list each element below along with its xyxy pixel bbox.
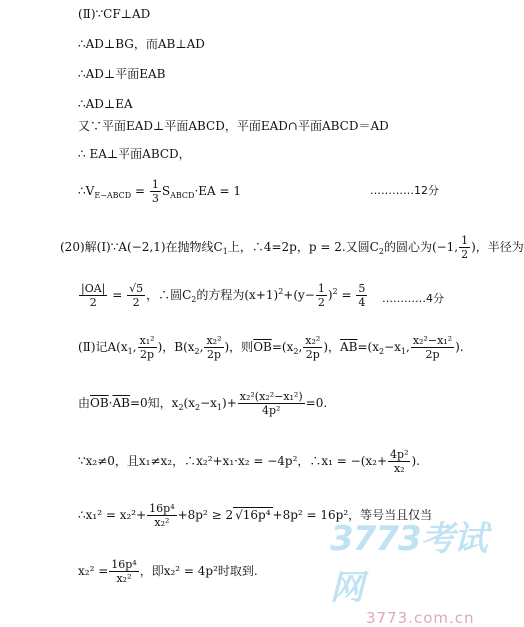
proof-line-6: ∴ EA⊥平面ABCD， [78,147,191,161]
score-4: …………4分 [382,292,444,305]
proof-line-5: 又∵平面EAD⊥平面ABCD，平面EAD∩平面ABCD＝AD [78,119,389,133]
fraction-half-b: $\frac{1}{2}$ [317,282,325,309]
fraction-sqrt5-over-2: $\frac{√5}{2}$ [129,282,144,309]
fraction-dot-product: $\frac{\text{x₂²(x₂²−x₁²)}}{\text{4p²}}$ [239,390,303,417]
fraction-one-half: $\frac{1}{2}$ [461,234,469,261]
sqrt-expression: √16p⁴ [235,508,271,522]
derive-x1-line: ∵x₂≠0，且x₁≠x₂，∴x₂²+x₁·x₂ = −4p²，∴x₁ = −(x₂+ $\frac{\text{4p²}}{\text{x₂}}$ ). [78,448,420,475]
watermark-logo: 3773考试网 [330,519,487,608]
score-12: …………12分 [370,184,439,197]
dot-product-line: 由$\overline{OB}\cdot\overline{AB}=0$知，$x_2(x_2-x_1)+$ $\frac{\text{x₂²(x₂²−x₁²)}}{\text{4p²}}$ =0. [78,390,328,417]
fraction-one-third: $\frac{1}{3}$ [151,178,159,205]
proof-line-4: ∴AD⊥EA [78,97,133,111]
fraction-4p2-over-x2: $\frac{\text{4p²}}{\text{x₂}}$ [390,448,409,475]
watermark-url: 3773.com.cn [366,609,475,627]
fraction-oa-over-2: $\frac{|OA|}{2}$ [81,282,106,309]
points-and-vectors: (Ⅱ)记$A(x_1$, $\frac{\text{x₁²}}{2p}$ )，$B(x_2$, $\frac{\text{x₂²}}{2p}$ )，则$\overline{OB}=(x_2$, $\frac{\text{x₂²}}{2p}$ )，$\overline{AB}=(x_2-x_1$, $\frac{\text{x₂²−x₁²}}{2p}$ ). [78,334,464,361]
problem-20-intro: (20)解(Ⅰ)∵A(−2,1)在抛物线$C_1$上，∴4=2p，p = 2.又圆$C_2$的圆心为(−1, $\frac{1}{2}$ )，半径为 [60,234,524,261]
inequality-line: ∴x₁² = x₂²+ $\frac{\text{16p⁴}}{\text{x₂²}}$ +8p² ≥ 2 √16p⁴ +8p² = 16p²，等号当且仅当 [78,502,433,529]
proof-line-1: (Ⅱ)∵CF⊥AD [78,7,151,21]
watermark [330,511,500,627]
volume-formula: $\therefore V_{E-ABCD}$ = $\frac{1}{3}$ $S_{ABCD}\cdot EA = 1$ [78,178,242,205]
fraction-16p4-over-x2sq: $\frac{\text{16p⁴}}{\text{x₂²}}$ [149,502,175,529]
equality-condition-line: x₂² = $\frac{\text{16p⁴}}{\text{x₂²}}$ ，即x₂² = 4p²时取到. [78,558,258,585]
proof-line-2: ∴AD⊥BG，而AB⊥AD [78,37,205,51]
vector-ob: $\overline{OB}$ [253,340,272,354]
fraction-16p4-over-x2sq-b: $\frac{\text{16p⁴}}{\text{x₂²}}$ [111,558,137,585]
radius-and-circle-equation: $\frac{|OA|}{2}$ = $\frac{√5}{2}$ ，∴圆$C_2$的方程为$(x+1)^2+(y-$ $\frac{1}{2}$ )$^2$ = $\frac{5}{4}$ [81,282,366,309]
proof-line-3: ∴AD⊥平面EAB [78,67,166,81]
vector-ab: $\overline{AB}$ [340,340,358,354]
fraction-five-fourths: $\frac{5}{4}$ [358,282,366,309]
